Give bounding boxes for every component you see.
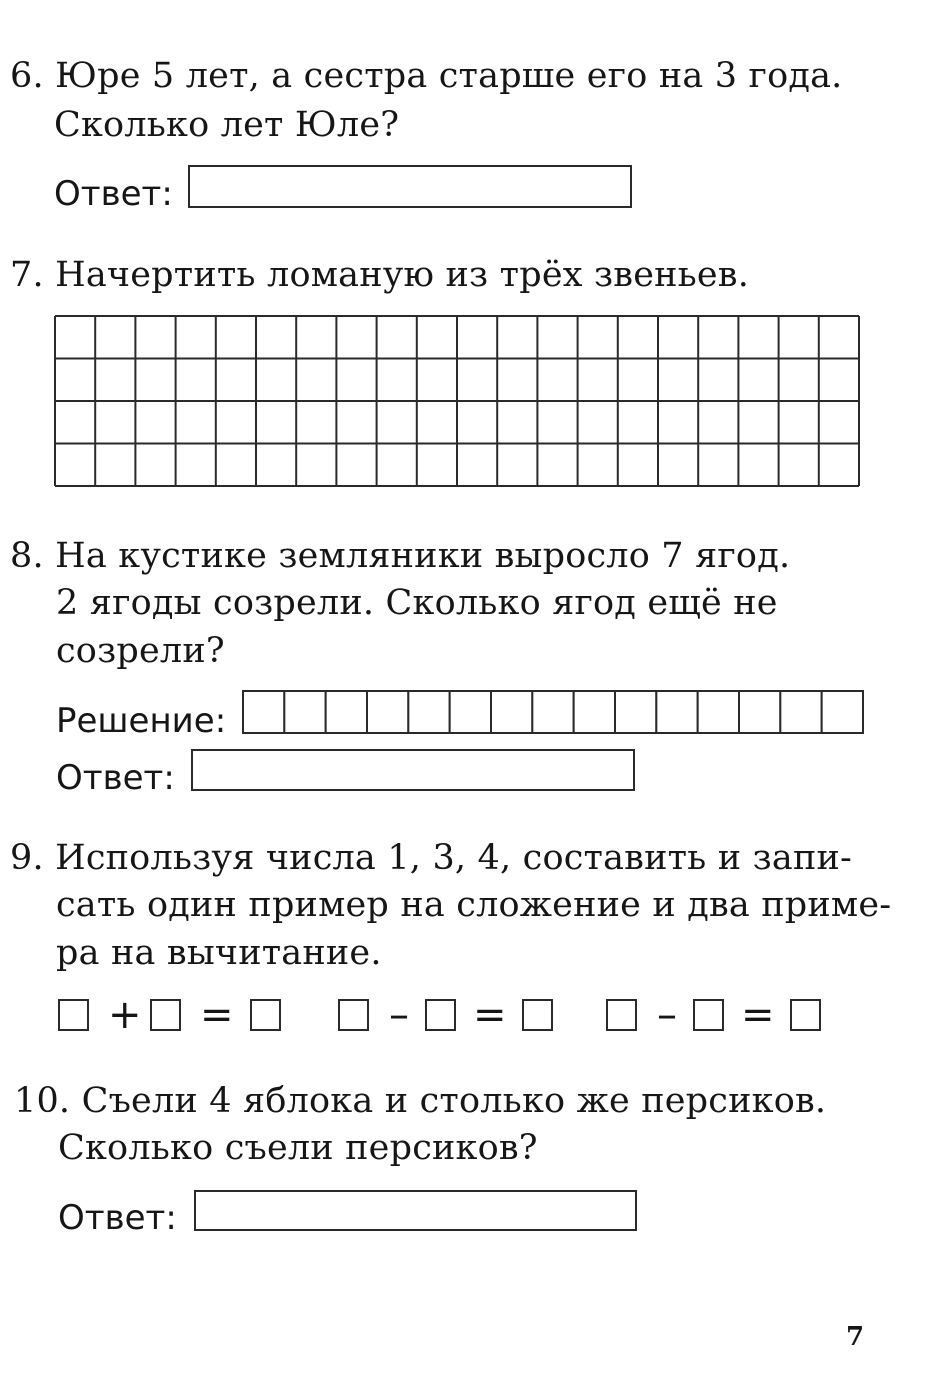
solution-cell[interactable] (574, 691, 615, 733)
task-9-eq3-equals: = (741, 992, 775, 1038)
task-7-number: 7. (10, 255, 44, 295)
task-8-text-3: созрели? (56, 631, 225, 671)
task-9-eq3-operator: – (657, 992, 677, 1038)
solution-cell[interactable] (243, 691, 284, 733)
solution-cell[interactable] (780, 691, 821, 733)
task-8-answer-label: Ответ: (56, 758, 175, 798)
task-7-drawing-grid[interactable] (54, 315, 860, 487)
solution-cell[interactable] (656, 691, 697, 733)
task-6-answer-label: Ответ: (54, 174, 173, 214)
task-6-text-2: Сколько лет Юле? (54, 105, 400, 145)
task-10-line-1 (14, 1081, 826, 1121)
task-8-text-1: На кустике земляники выросло 7 ягод. (55, 536, 791, 576)
task-8-line-1 (10, 536, 790, 576)
task-9-line-1 (10, 838, 852, 878)
task-8-solution-cells[interactable] (242, 690, 864, 734)
task-10-number: 10. (14, 1081, 71, 1121)
solution-cell[interactable] (822, 691, 863, 733)
task-9-eq2-box-2[interactable] (425, 999, 456, 1031)
task-10-answer-field[interactable] (194, 1190, 637, 1231)
task-8-solution-label: Решение: (56, 701, 227, 741)
solution-cell[interactable] (739, 691, 780, 733)
task-9-eq1-operator: + (108, 992, 142, 1038)
task-8-text-2: 2 ягоды созрели. Сколько ягод ещё не (56, 583, 778, 623)
task-9-eq1-box-3[interactable] (250, 999, 281, 1031)
task-10-text-2: Сколько съели персиков? (58, 1128, 538, 1168)
task-9-text-1: Используя числа 1, 3, 4, составить и запи- (55, 838, 853, 878)
task-6-number: 6. (10, 56, 44, 96)
solution-cell[interactable] (367, 691, 408, 733)
solution-cell[interactable] (615, 691, 656, 733)
task-9-eq3-box-1[interactable] (606, 999, 637, 1031)
task-9-eq2-equals: = (473, 992, 507, 1038)
task-9-text-2: сать один пример на сложение и два приме- (56, 885, 892, 925)
task-9-eq2-operator: – (389, 992, 409, 1038)
solution-cell[interactable] (326, 691, 367, 733)
solution-cell[interactable] (284, 691, 325, 733)
task-9-eq2-box-1[interactable] (338, 999, 369, 1031)
task-10-text-1: Съели 4 яблока и столько же персиков. (81, 1081, 827, 1121)
task-8-number: 8. (10, 536, 44, 576)
task-9-text-3: ра на вычитание. (56, 933, 382, 973)
task-7-line-1 (10, 255, 749, 295)
task-9-eq3-box-3[interactable] (790, 999, 821, 1031)
task-9-eq2-box-3[interactable] (522, 999, 553, 1031)
solution-cell[interactable] (698, 691, 739, 733)
solution-cell[interactable] (491, 691, 532, 733)
task-6-answer-field[interactable] (188, 165, 632, 208)
task-7-text-1: Начертить ломаную из трёх звеньев. (55, 255, 750, 295)
task-9-eq1-box-2[interactable] (150, 999, 181, 1031)
task-9-eq3-box-2[interactable] (693, 999, 724, 1031)
solution-cell[interactable] (532, 691, 573, 733)
task-9-eq1-equals: = (200, 992, 234, 1038)
task-6-line-1 (10, 56, 843, 96)
page-number: 7 (846, 1322, 865, 1352)
solution-cell[interactable] (450, 691, 491, 733)
solution-cell[interactable] (408, 691, 449, 733)
task-9-eq1-box-1[interactable] (58, 999, 89, 1031)
task-9-number: 9. (10, 838, 44, 878)
task-8-answer-field[interactable] (191, 749, 635, 791)
task-10-answer-label: Ответ: (58, 1198, 177, 1238)
task-6-text-1: Юре 5 лет, а сестра старше его на 3 года. (55, 56, 843, 96)
